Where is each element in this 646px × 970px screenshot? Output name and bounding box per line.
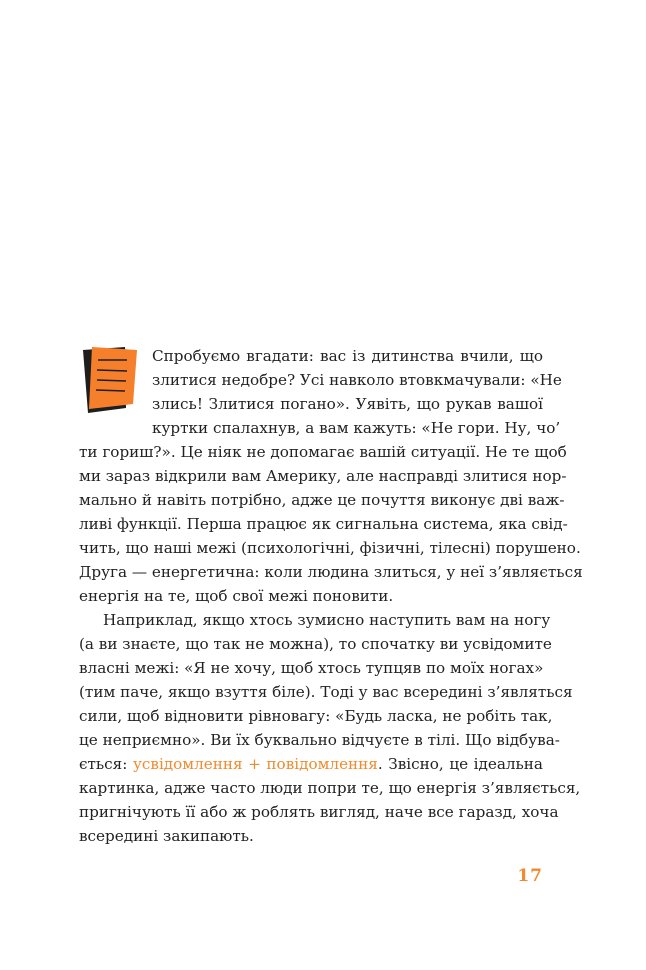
text-line: злись! Злитися погано». Уявіть, що рукав вашої	[152, 395, 543, 413]
text-line: пригнічують її або ж роблять вигляд, наче все гаразд, хоча	[79, 803, 559, 821]
text-line: ми зараз відкрили вам Америку, але насправді злитися нор-	[79, 467, 567, 485]
text-line: власні межі: «Я не хочу, щоб хтось тупцяв по моїх ногах»	[79, 659, 544, 677]
text-line: це неприємно». Ви їх буквально відчуєте в тілі. Що відбува-	[79, 731, 560, 749]
text-line: чить, що наші межі (психологічні, фізичні, тілесні) порушено.	[79, 539, 581, 557]
text-line: (тим паче, якщо взуття біле). Тоді у вас всередині з’являться	[79, 683, 573, 701]
text-line: мально й навіть потрібно, адже це почуття виконує дві важ-	[79, 491, 565, 509]
text-line: Наприклад, якщо хтось зумисно наступить вам на ногу	[103, 611, 551, 629]
page-number: 17	[517, 866, 543, 886]
text-line: злитися недобре? Усі навколо втовкмачували: «Не	[152, 371, 562, 389]
text-line: сили, щоб відновити рівновагу: «Будь ласка, не робіть так,	[79, 707, 553, 725]
text-line: ливі функції. Перша працює як сигнальна система, яка свід-	[79, 515, 568, 533]
text-segment: ється:	[79, 755, 133, 773]
text-line: картинка, адже часто люди попри те, що енергія з’являється,	[79, 779, 581, 797]
text-line: куртки спалахнув, а вам кажуть: «Не гори. Ну, чо’	[152, 419, 561, 437]
sticky-note-icon	[79, 344, 141, 414]
text-line: ти гориш?». Це ніяк не допомагає вашій ситуації. Не те щоб	[79, 443, 567, 461]
text-line: енергія на те, щоб свої межі поновити.	[79, 587, 394, 605]
text-line: (а ви знаєте, що так не можна), то спочатку ви усвідомите	[79, 635, 552, 653]
highlighted-phrase: усвідомлення + повідомлення	[132, 755, 378, 773]
text-line: Друга — енергетична: коли людина злиться, у неї з’являється	[79, 563, 583, 581]
text-line: всередині закипають.	[79, 827, 254, 845]
text-segment: . Звісно, це ідеальна	[377, 755, 543, 773]
text-line	[79, 752, 543, 776]
text-line: Спробуємо вгадати: вас із дитинства вчили, що	[152, 347, 543, 365]
